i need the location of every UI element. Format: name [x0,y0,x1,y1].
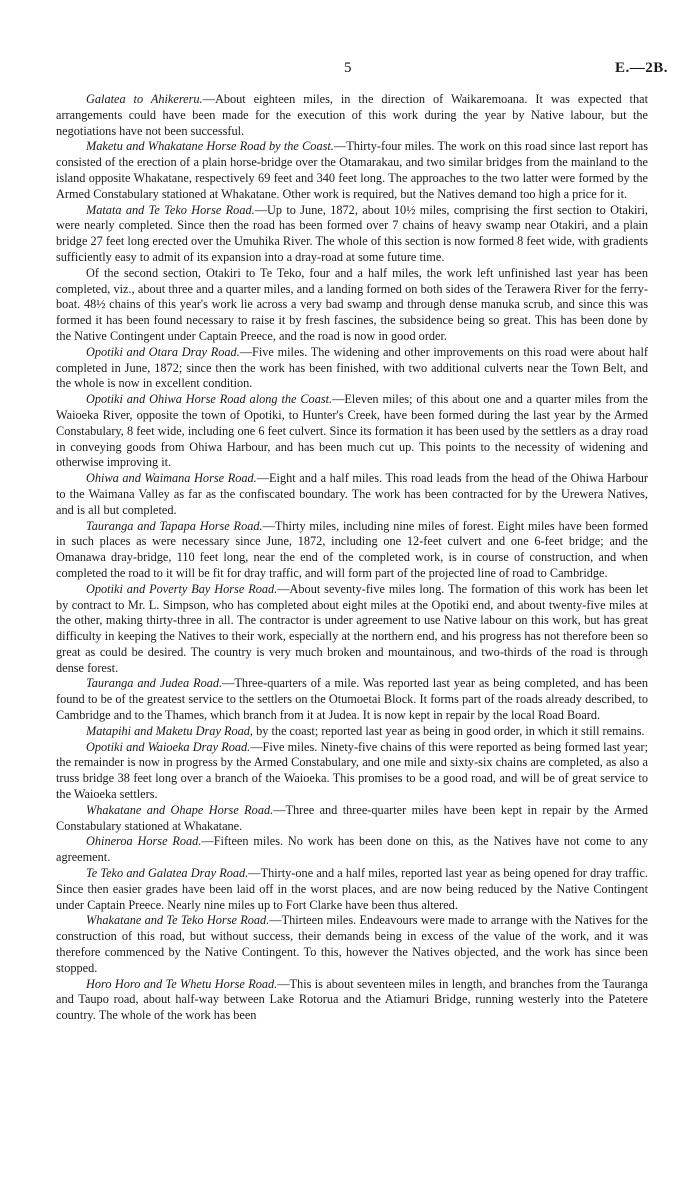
paragraph-text: —Fifteen miles. No work has been done on this, as the Natives have not come to any agreement. [56,834,648,865]
road-title: Maketu and Whakatane Horse Road by the Coast. [86,139,334,154]
paragraph-text: —Thirteen miles. Endeavours were made to arrange with the Natives for the construction of this road, but without success, their demands being in excess of the value of the work, and it was therefore commenced by the Native Contingent. To this, however the Natives objected, and the work has since been stopped. [56,913,648,975]
paragraph [56,582,648,677]
paragraph [56,977,648,1024]
paragraph-text: Of the second section, Otakiri to Te Teko, four and a half miles, the work left unfinished last year has been completed, viz., about three and a quarter miles, and a landing formed on both sides of the Terawera River for the ferry-boat. 48½ chains of this year's work lie across a very bad swamp and through dense manuka scrub, and since this was formed it has been found necessary to raise it by fresh fascines, the subsidence being so great. This has been done by the Native Contingent under Captain Preece, and the road is now in good order. [56,265,648,343]
paragraph [56,724,648,740]
paragraph [56,834,648,866]
road-title: Ohiwa and Waimana Horse Road. [86,471,257,486]
road-title: Opotiki and Ohiwa Horse Road along the Coast. [86,392,333,407]
paragraph-text: —Thirty-one and a half miles, reported last year as being opened for dray traffic. Since then easier grades have been laid off in the worst places, and are now being reduced by the Native Contingent under Captain Preece. Nearly nine miles up to Fort Clarke have been thus altered. [56,866,648,912]
paragraph [56,740,648,803]
road-title: Whakatane and Ohape Horse Road. [86,802,274,817]
road-title: Tauranga and Judea Road. [86,676,223,691]
road-title: Ohineroa Horse Road. [86,834,202,849]
paragraph [56,866,648,913]
report-body [56,92,648,1024]
road-title: Matata and Te Teko Horse Road. [86,202,255,217]
paragraph-text: —Eight and a half miles. This road leads from the head of the Ohiwa Harbour to the Waimana Valley as far as the confiscated boundary. The work has been contracted for by the Urewera Natives, and is all but completed. [56,471,648,517]
paragraph-text: —Five miles. Ninety-five chains of this were reported as being formed last year; the remainder is now in progress by the Armed Constabulary, and one mile and sixty-six chains are completed, as also a truss bridge 38 feet long over a branch of the Waioeka. This promises to be a good road, and will be of great service to the Waioeka settlers. [56,739,648,802]
paragraph [56,266,648,345]
paragraph [56,913,648,976]
paragraph-text: —Thirty miles, including nine miles of forest. Eight miles have been formed in such places as were necessary since June, 1872, including one 12-feet culvert and one 6-feet bridge; and the Omanawa dray-bridge, 110 feet long, near the end of the completed work, is in course of construction, and when completed the road to it will be fit for dray traffic, and will form part of the projected line of road to Cambridge. [56,518,648,580]
page-number: 5 [344,60,352,76]
paragraph-text: —Five miles. The widening and other improvements on this road were about half completed in June, 1872; since then the work has been finished, with two additional culverts near the Town Belt, and the whole is now in excellent condition. [56,344,649,391]
paragraph-text: —About seventy-five miles long. The formation of this work has been let by contract to Mr. L. Simpson, who has completed about eight miles at the Opotiki end, and about twenty-five miles at the other, making thirty-three in all. The contractor is under agreement to use Native labour on this work, but has great difficulty in keeping the Natives to their work, especially at the northern end, and his progress has not therefore been so great as could be desired. The country is very much broken and mountainous, and two-thirds of the road is through dense forest. [56,581,648,675]
paragraph-text: —Three-quarters of a mile. Was reported last year as being completed, and has been found to be of the greatest service to the settlers on the Otumoetai Block. It forms part of the roads already described, to Cambridge and to the Thames, which branch from it at Judea. It is now kept in repair by the local Road Board. [56,676,649,723]
road-title: Horo Horo and Te Whetu Horse Road. [86,976,278,991]
road-title: Whakatane and Te Teko Horse Road. [86,913,270,928]
page-header [0,60,700,80]
paragraph [56,471,648,518]
road-title: Opotiki and Otara Dray Road. [86,344,240,359]
paragraph-text: —Up to June, 1872, about 10½ miles, comprising the first section to Otakiri, were nearly completed. Since then the road has been formed over 7 chains of heavy swamp near Otakiri, and a plain bridge 27 feet long erected over the Umuhika River. The whole of this section is now formed 8 feet wide, with gradients sufficiently easy to admit of its expansion into a dray-road at some future time. [56,202,648,264]
document-reference: E.—2B. [614,60,668,76]
road-title: Te Teko and Galatea Dray Road. [86,866,249,881]
paragraph [56,203,648,266]
paragraph [56,803,648,835]
paragraph-text: —About eighteen miles, in the direction of Waikaremoana. It was expected that arrangements could have been made for the execution of this work during the year by Native labour, but the negotiations have not been successful. [56,92,648,138]
road-title: Opotiki and Poverty Bay Horse Road. [86,581,278,596]
road-title: Tauranga and Tapapa Horse Road. [86,518,263,533]
paragraph [56,519,648,582]
paragraph-text: —Thirty-four miles. The work on this road since last report has consisted of the erection of a plain horse-bridge over the Otamarakau, and two similar bridges from the mainland to the island opposite Whakatane, respectively 69 feet and 340 feet long. The approaches to the two latter were formed by the Armed Constabulary stationed at Whakatane. Other work is required, but the Natives demand too high a price for it. [56,139,649,201]
paragraph [56,345,648,392]
road-title: Opotiki and Waioeka Dray Road. [86,739,251,754]
paragraph [56,92,648,139]
paragraph [56,676,648,723]
road-title: Matapihi and Maketu Dray Road, [86,723,254,738]
paragraph-text: —Three and three-quarter miles have been kept in repair by the Armed Constabulary stationed at Whakatane. [56,802,649,833]
paragraph-text: by the coast; reported last year as being in good order, in which it still remains. [253,723,645,738]
paragraph-text: —This is about seventeen miles in length, and branches from the Tauranga and Taupo road, about half-way between Lake Rotorua and the Atiamuri Bridge, running westerly into the Patetere country. The whole of the work has been [56,976,648,1023]
paragraph [56,392,648,471]
road-title: Galatea to Ahikereru. [86,92,203,106]
paragraph-text: —Eleven miles; of this about one and a quarter miles from the Waioeka River, opposite the town of Opotiki, to Hunter's Creek, have been formed during the last year by the Armed Constabulary, 8 feet wide, including one 6 feet culvert. Since its formation it has been used by the settlers as a dray road in conveying goods from Ohiwa Harbour, and has been much cut up. This points to the necessity of widening and otherwise improving it. [56,392,649,470]
paragraph [56,139,648,202]
